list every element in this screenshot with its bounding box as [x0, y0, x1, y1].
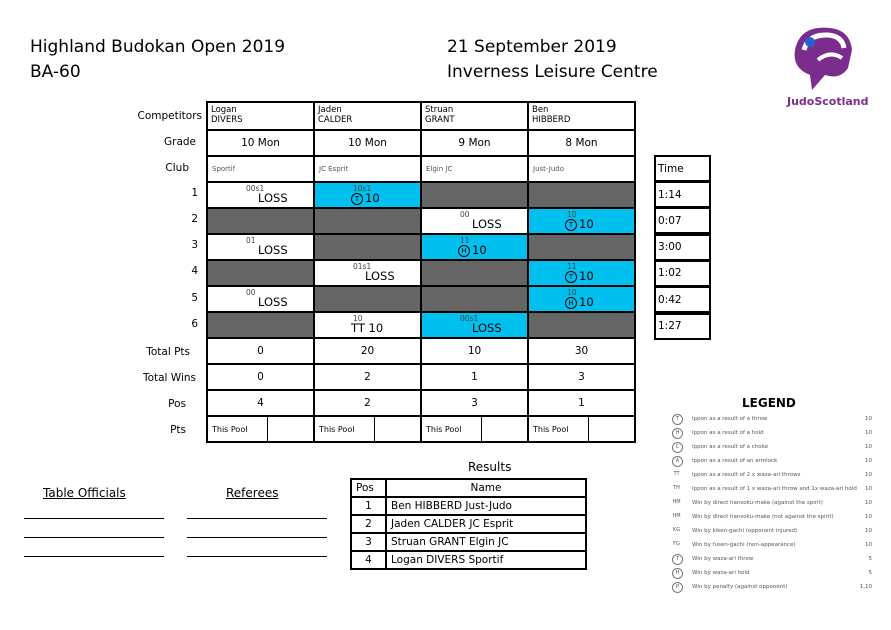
match-time-5: 0:42: [654, 286, 711, 313]
legend-points: 10: [865, 458, 872, 464]
legend-text: Ippon as a result of a throw: [692, 416, 768, 422]
match-3-competitor-3: [421, 234, 528, 260]
match-result: [472, 321, 502, 335]
match-result: [472, 217, 502, 231]
results-name: Struan GRANT Elgin JC: [386, 533, 586, 551]
legend-symbol-icon: H: [672, 568, 683, 579]
total-wins-1: 0: [207, 364, 314, 390]
legend-points: 10: [865, 486, 872, 492]
match-result-text: 10: [579, 269, 594, 283]
pts-label-4: This Pool: [529, 417, 589, 441]
match-6-competitor-1: [207, 312, 314, 338]
legend-symbol-icon: T: [672, 554, 683, 565]
throw-icon: T: [565, 219, 577, 231]
match-num-1: 1: [191, 187, 198, 199]
pos-1: 4: [207, 390, 314, 416]
match-5-competitor-3: [421, 286, 528, 312]
match-time-3: 3:00: [654, 234, 711, 261]
match-2-competitor-3: [421, 208, 528, 234]
logo-emblem-icon: [790, 20, 860, 90]
results-name: Logan DIVERS Sportif: [386, 551, 586, 569]
total-wins-4: 3: [528, 364, 635, 390]
legend-item: [672, 568, 872, 582]
match-row-4: [207, 260, 635, 286]
results-pos: 2: [351, 515, 386, 533]
match-result-text: 10: [579, 295, 594, 309]
pos-4: 1: [528, 390, 635, 416]
match-result-text: LOSS: [258, 243, 288, 257]
legend-symbol-icon: H: [672, 428, 683, 439]
legend-item: [672, 456, 872, 470]
match-result-text: LOSS: [472, 217, 502, 231]
match-6-competitor-2: [314, 312, 421, 338]
match-1-competitor-4: [528, 182, 635, 208]
legend-points: 10: [865, 542, 872, 548]
legend-points: 1,10: [859, 584, 872, 590]
match-result: [351, 191, 380, 205]
legend-item: [672, 470, 872, 484]
match-5-competitor-4: [528, 286, 635, 312]
match-result: [565, 295, 594, 309]
results-pos: 4: [351, 551, 386, 569]
total-pts-1: 0: [207, 338, 314, 364]
category-label: BA-60: [30, 62, 81, 82]
match-4-competitor-1: [207, 260, 314, 286]
total-wins-row: [207, 364, 635, 390]
legend-text: Win by penalty (against opponent): [692, 584, 788, 590]
grade-3: 9 Mon: [421, 130, 528, 156]
label-pts: Pts: [170, 424, 186, 436]
pts-label-1: This Pool: [208, 417, 268, 441]
match-result: [458, 243, 487, 257]
label-competitors: Competitors: [137, 110, 202, 122]
match-score: 11: [567, 262, 577, 271]
legend-symbol-icon: FG: [673, 541, 680, 547]
match-score: 10: [567, 210, 577, 219]
referee-line-3: [187, 556, 327, 557]
legend-item: [672, 582, 872, 596]
club-1: Sportif: [207, 156, 314, 182]
legend-text: Win by waza-ari throw: [692, 556, 754, 562]
match-result-text: LOSS: [258, 295, 288, 309]
match-2-competitor-1: [207, 208, 314, 234]
match-score: 00s1: [460, 314, 479, 323]
legend-text: Win by direct hansoku-make (against the spirit): [692, 500, 823, 506]
match-4-competitor-4: [528, 260, 635, 286]
match-time-2: 0:07: [654, 207, 711, 234]
results-name: Jaden CALDER JC Esprit: [386, 515, 586, 533]
official-line-1: [24, 518, 164, 519]
pts-cell-1: [207, 416, 314, 442]
match-1-competitor-1: [207, 182, 314, 208]
match-time-4: 1:02: [654, 260, 711, 287]
match-result-text: LOSS: [258, 191, 288, 205]
total-pts-2: 20: [314, 338, 421, 364]
match-result-text: LOSS: [365, 269, 395, 283]
legend-item: [672, 526, 872, 540]
results-pos: 1: [351, 497, 386, 515]
event-venue: Inverness Leisure Centre: [447, 62, 658, 82]
match-score: 00: [246, 288, 256, 297]
legend-points: 10: [865, 514, 872, 520]
match-6-competitor-3: [421, 312, 528, 338]
referee-line-2: [187, 537, 327, 538]
match-score: 01: [246, 236, 256, 245]
pts-cell-2: [314, 416, 421, 442]
match-score: 10s1: [353, 184, 372, 193]
time-header: Time: [654, 155, 711, 182]
match-5-competitor-2: [314, 286, 421, 312]
legend-item: [672, 484, 872, 498]
pts-row: [207, 416, 635, 442]
event-title: Highland Budokan Open 2019: [30, 37, 286, 57]
hold-icon: H: [565, 297, 577, 309]
logo-text: JudoScotland: [787, 95, 869, 108]
throw-icon: T: [565, 271, 577, 283]
table-officials-label: Table Officials: [43, 486, 126, 500]
label-total-wins: Total Wins: [142, 372, 196, 384]
legend-item: [672, 498, 872, 512]
results-table: [350, 478, 587, 570]
club-4: Just-Judo: [528, 156, 635, 182]
grade-row: [207, 130, 635, 156]
match-3-competitor-2: [314, 234, 421, 260]
match-result-text: 10: [579, 217, 594, 231]
legend-symbol-icon: KG: [672, 527, 681, 533]
pos-2: 2: [314, 390, 421, 416]
throw-icon: T: [351, 193, 363, 205]
legend-points: 10: [865, 430, 872, 436]
match-result: [258, 295, 288, 309]
match-1-competitor-2: [314, 182, 421, 208]
pos-3: 3: [421, 390, 528, 416]
legend-points: 10: [865, 444, 872, 450]
label-total-pts: Total Pts: [146, 346, 190, 358]
total-pts-row: [207, 338, 635, 364]
legend-text: Win by fusen-gachi (non-appearance): [692, 542, 796, 548]
match-row-1: [207, 182, 635, 208]
legend-text: Win by waza-ari hold: [692, 570, 750, 576]
label-club: Club: [165, 162, 189, 174]
match-score: 11: [460, 236, 470, 245]
legend-title: LEGEND: [742, 396, 796, 410]
legend-points: 10: [865, 500, 872, 506]
legend-text: Win by direct hansoku-make (not against the spirit): [692, 514, 834, 520]
match-result-text: LOSS: [472, 321, 502, 335]
match-3-competitor-1: [207, 234, 314, 260]
legend-symbol-icon: A: [672, 456, 683, 467]
club-row: [207, 156, 635, 182]
pool-grid: [206, 101, 636, 443]
legend-text: Win by kiken-gachi (opponent injured): [692, 528, 798, 534]
match-score: 01s1: [353, 262, 372, 271]
match-time-6: 1:27: [654, 313, 711, 340]
match-6-competitor-4: [528, 312, 635, 338]
legend-text: Ippon as a result of an armlock: [692, 458, 778, 464]
legend-points: 5: [868, 570, 872, 576]
match-4-competitor-2: [314, 260, 421, 286]
legend-symbol-icon: TT: [673, 471, 680, 477]
match-result: [565, 269, 594, 283]
competitor-1: Logan DIVERS: [207, 102, 314, 130]
pts-cell-3: [421, 416, 528, 442]
legend-text: Ippon as a result of 1 x waza-ari throw and 1x waza-ari hold: [692, 486, 857, 492]
competitors-row: [207, 102, 635, 130]
legend-symbol-icon: HM: [672, 513, 681, 519]
match-result: [258, 191, 288, 205]
legend-item: [672, 554, 872, 568]
match-result-text: 10: [365, 191, 380, 205]
match-num-6: 6: [191, 318, 198, 330]
grade-1: 10 Mon: [207, 130, 314, 156]
match-row-3: [207, 234, 635, 260]
match-score: 00s1: [246, 184, 265, 193]
legend-item: [672, 442, 872, 456]
results-title: Results: [468, 460, 512, 474]
match-2-competitor-4: [528, 208, 635, 234]
match-2-competitor-2: [314, 208, 421, 234]
match-4-competitor-3: [421, 260, 528, 286]
total-pts-4: 30: [528, 338, 635, 364]
official-line-2: [24, 537, 164, 538]
results-header: [351, 479, 586, 497]
match-score: 00: [460, 210, 470, 219]
results-pos: 3: [351, 533, 386, 551]
results-col-name: Name: [386, 479, 586, 497]
judoscotland-logo: [790, 20, 860, 90]
results-row: [351, 551, 586, 569]
hold-icon: H: [458, 245, 470, 257]
club-2: JC Esprit: [314, 156, 421, 182]
match-num-5: 5: [191, 292, 198, 304]
total-wins-3: 1: [421, 364, 528, 390]
results-row: [351, 533, 586, 551]
total-wins-2: 2: [314, 364, 421, 390]
match-result: [365, 269, 395, 283]
match-time-1: 1:14: [654, 181, 711, 208]
match-num-3: 3: [191, 239, 198, 251]
match-result: [351, 321, 383, 335]
pts-label-3: This Pool: [422, 417, 482, 441]
match-result: [258, 243, 288, 257]
match-num-2: 2: [191, 213, 198, 225]
match-result-text: 10: [472, 243, 487, 257]
legend-item: [672, 512, 872, 526]
legend-points: 10: [865, 416, 872, 422]
grade-2: 10 Mon: [314, 130, 421, 156]
competitor-2: Jaden CALDER: [314, 102, 421, 130]
competitor-4: Ben HIBBERD: [528, 102, 635, 130]
legend-symbol-icon: TH: [673, 485, 680, 491]
legend-item: [672, 414, 872, 428]
referee-line-1: [187, 518, 327, 519]
legend-text: Ippon as a result of a choke: [692, 444, 769, 450]
match-score: 10: [353, 314, 363, 323]
legend-symbol-icon: HM: [672, 499, 681, 505]
label-pos: Pos: [168, 398, 186, 410]
legend-points: 10: [865, 472, 872, 478]
legend-points: 5: [868, 556, 872, 562]
pts-label-2: This Pool: [315, 417, 375, 441]
legend-item: [672, 428, 872, 442]
pts-cell-4: [528, 416, 635, 442]
legend-symbol-icon: T: [672, 414, 683, 425]
match-5-competitor-1: [207, 286, 314, 312]
legend-symbol-icon: C: [672, 442, 683, 453]
club-3: Elgin JC: [421, 156, 528, 182]
match-1-competitor-3: [421, 182, 528, 208]
pos-row: [207, 390, 635, 416]
referees-label: Referees: [226, 486, 279, 500]
match-score: 10: [567, 288, 577, 297]
results-col-pos: Pos: [351, 479, 386, 497]
grade-4: 8 Mon: [528, 130, 635, 156]
match-result-text: TT 10: [351, 321, 384, 335]
legend-text: Ippon as a result of a hold: [692, 430, 764, 436]
results-row: [351, 497, 586, 515]
results-name: Ben HIBBERD Just-Judo: [386, 497, 586, 515]
legend-points: 10: [865, 528, 872, 534]
label-grade: Grade: [163, 136, 196, 148]
match-num-4: 4: [191, 265, 198, 277]
match-row-5: [207, 286, 635, 312]
match-result: [565, 217, 594, 231]
legend-text: Ippon as a result of 2 x waza-ari throws: [692, 472, 801, 478]
total-pts-3: 10: [421, 338, 528, 364]
competitor-3: Struan GRANT: [421, 102, 528, 130]
results-row: [351, 515, 586, 533]
legend-item: [672, 540, 872, 554]
event-date: 21 September 2019: [447, 37, 617, 57]
official-line-3: [24, 556, 164, 557]
match-3-competitor-4: [528, 234, 635, 260]
match-row-2: [207, 208, 635, 234]
match-row-6: [207, 312, 635, 338]
legend-symbol-icon: P: [672, 582, 683, 593]
